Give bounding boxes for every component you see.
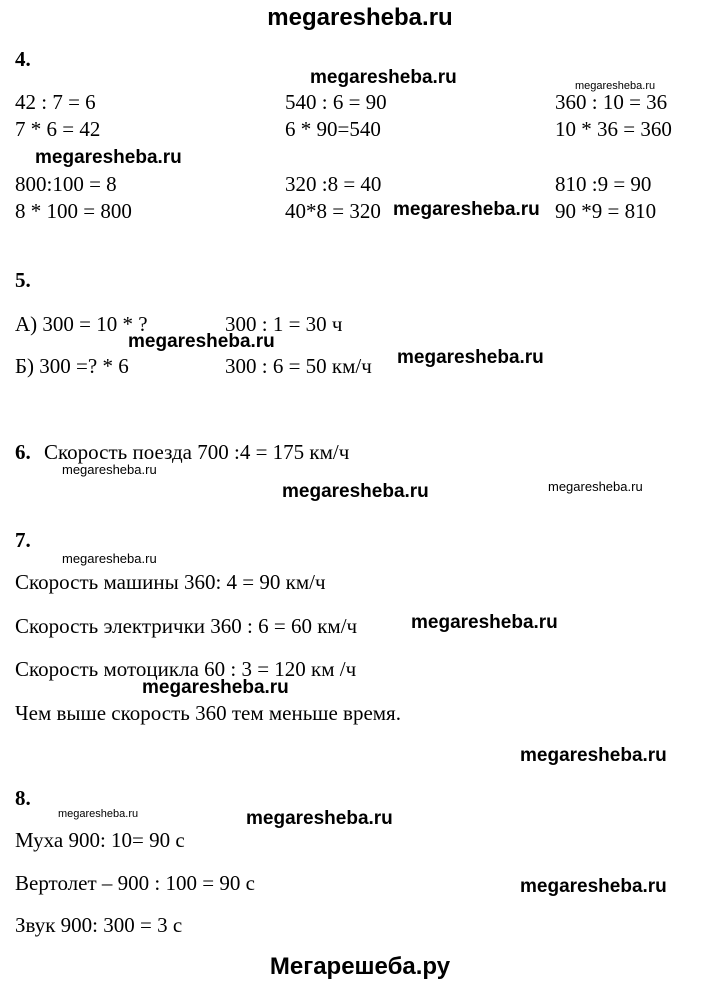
watermark: megaresheba.ru xyxy=(397,347,544,368)
watermark-small: megaresheba.ru xyxy=(575,80,656,92)
task-5-a-right: 300 : 1 = 30 ч xyxy=(225,312,343,336)
task-4-cell: 42 : 7 = 6 xyxy=(15,90,96,114)
task-5-a-left: А) 300 = 10 * ? xyxy=(15,312,148,336)
watermark-small: megaresheba.ru xyxy=(548,479,643,494)
task-4-cell: 90 *9 = 810 xyxy=(555,199,657,223)
watermark: megaresheba.ru xyxy=(142,677,289,698)
task-4-cell: 6 * 90=540 xyxy=(285,117,381,141)
watermark: megaresheba.ru xyxy=(520,745,667,766)
watermark: megaresheba.ru xyxy=(35,147,182,168)
watermark: megaresheba.ru xyxy=(520,876,667,897)
task-4-cell: 8 * 100 = 800 xyxy=(15,199,132,223)
task-4-cell: 360 : 10 = 36 xyxy=(555,90,668,114)
watermark: megaresheba.ru xyxy=(393,199,540,220)
watermark-small: megaresheba.ru xyxy=(58,808,139,820)
task-8-line: Вертолет – 900 : 100 = 90 с xyxy=(15,871,255,895)
watermark-small: megaresheba.ru xyxy=(62,462,157,477)
task-7-number: 7. xyxy=(15,528,31,552)
task-6-text: Скорость поезда 700 :4 = 175 км/ч xyxy=(44,440,350,464)
watermark: megaresheba.ru xyxy=(246,808,393,829)
task-6-number: 6. xyxy=(15,440,31,464)
task-7-line: Чем выше скорость 360 тем меньше время. xyxy=(15,701,401,725)
task-8-line: Муха 900: 10= 90 с xyxy=(15,828,185,852)
task-8-number: 8. xyxy=(15,786,31,810)
watermark-small: megaresheba.ru xyxy=(62,551,157,566)
task-7-line: Скорость машины 360: 4 = 90 км/ч xyxy=(15,570,326,594)
task-4-cell: 7 * 6 = 42 xyxy=(15,117,101,141)
watermark: megaresheba.ru xyxy=(411,612,558,633)
watermark: megaresheba.ru xyxy=(282,481,429,502)
task-4-cell: 540 : 6 = 90 xyxy=(285,90,387,114)
page-header: megaresheba.ru xyxy=(267,4,453,31)
task-4-cell: 320 :8 = 40 xyxy=(285,172,382,196)
task-5-b-left: Б) 300 =? * 6 xyxy=(15,354,129,378)
task-8-line: Звук 900: 300 = 3 с xyxy=(15,913,183,937)
task-7-line: Скорость электрички 360 : 6 = 60 км/ч xyxy=(15,614,358,638)
task-5-b-right: 300 : 6 = 50 км/ч xyxy=(225,354,372,378)
task-7-line: Скорость мотоцикла 60 : 3 = 120 км /ч xyxy=(15,657,357,681)
watermark: megaresheba.ru xyxy=(310,67,457,88)
task-4-cell: 10 * 36 = 360 xyxy=(555,117,672,141)
watermark: megaresheba.ru xyxy=(128,331,275,352)
task-4-number: 4. xyxy=(15,47,31,71)
task-4-cell: 800:100 = 8 xyxy=(15,172,117,196)
task-4-cell: 810 :9 = 90 xyxy=(555,172,652,196)
task-5-number: 5. xyxy=(15,268,31,292)
page-footer: Мегарешеба.ру xyxy=(269,953,451,980)
task-4-cell: 40*8 = 320 xyxy=(285,199,381,223)
